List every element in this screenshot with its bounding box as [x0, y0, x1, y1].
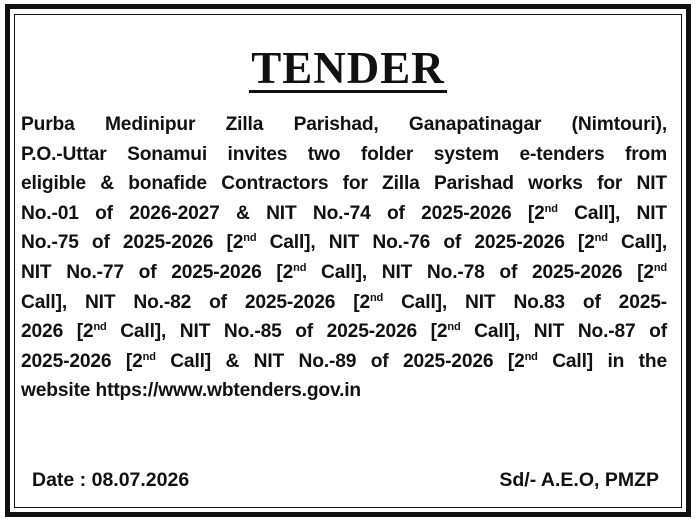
body-line-10-website: website https://www.wbtenders.gov.in [21, 380, 362, 402]
notice-date: Date : 08.07.2026 [32, 469, 190, 491]
body-line-8: 2026 [2nd Call], NIT No.-85 of 2025-2026 [2nd Call], NIT No.-87 of [21, 321, 667, 343]
tender-title [0, 44, 696, 93]
signature-line: Sd/- A.E.O, PMZP [499, 469, 659, 491]
tender-body [21, 110, 667, 406]
body-line-7: Call], NIT No.-82 of 2025-2026 [2nd Call], NIT No.83 of 2025- [21, 291, 667, 313]
body-line-3: eligible & bonafide Contractors for Zilla Parishad works for NIT [21, 173, 667, 195]
body-line-4: No.-01 of 2026-2027 & NIT No.-74 of 2025-2026 [2nd Call], NIT [21, 202, 667, 224]
body-line-5: No.-75 of 2025-2026 [2nd Call], NIT No.-76 of 2025-2026 [2nd Call], [21, 232, 668, 254]
body-line-1: Purba Medinipur Zilla Parishad, Ganapatinagar (Nimtouri), [21, 114, 667, 135]
body-line-6: NIT No.-77 of 2025-2026 [2nd Call], NIT No.-78 of 2025-2026 [2nd [21, 261, 667, 283]
body-line-2: P.O.-Uttar Sonamui invites two folder system e-tenders from [21, 143, 667, 165]
tender-title-text: TENDER [251, 43, 445, 93]
body-line-9: 2025-2026 [2nd Call] & NIT No.-89 of 2025-2026 [2nd Call] in the [21, 350, 667, 372]
